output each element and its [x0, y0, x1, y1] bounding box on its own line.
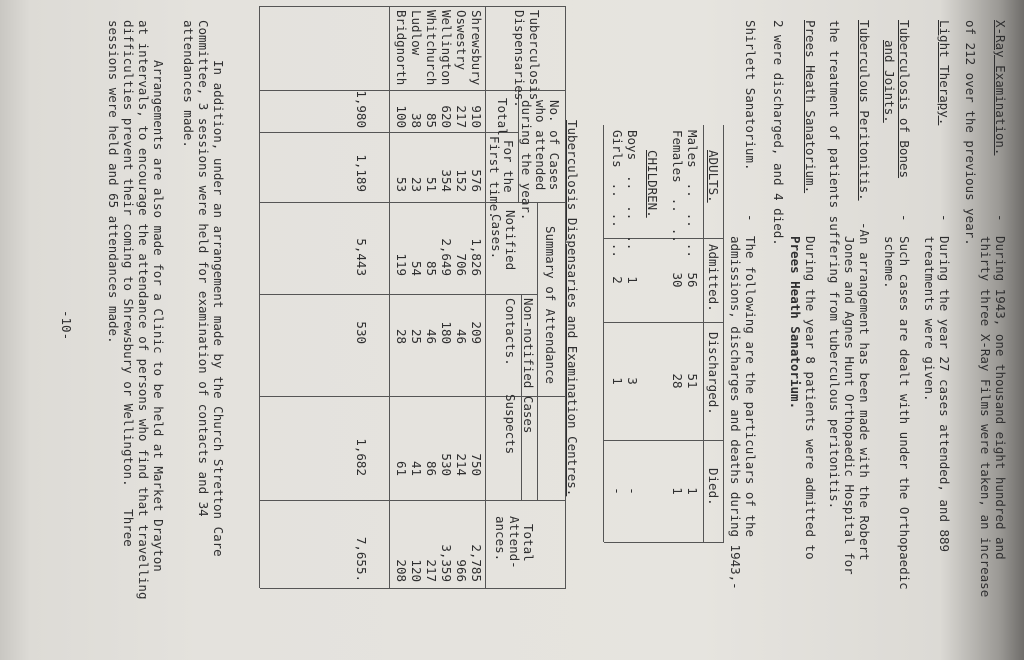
- col-header-first: For the: [501, 140, 516, 193]
- sanatorium-row-label: Girls .. .. ..: [610, 130, 625, 258]
- table-cell: 576: [469, 169, 484, 192]
- table-cell: 53: [394, 176, 409, 192]
- prees-line3: 2 were discharged, and 4 died.: [771, 20, 786, 246]
- sanatorium-header-admitted: Admitted.: [706, 244, 721, 312]
- sanatorium-cell: -: [610, 487, 625, 495]
- peritonitis-heading: Tuberculous Peritonitis.: [857, 20, 872, 201]
- col-header-cases: No. of Cases: [547, 100, 562, 191]
- xray-line3: of 212 over the previous year.: [963, 20, 978, 246]
- sanatorium-cell: 28: [670, 373, 685, 389]
- table-cell: 354: [439, 169, 454, 192]
- col-header-total-attendances-3: ances.: [493, 516, 508, 562]
- sanatorium-cell: 1: [685, 487, 700, 495]
- xray-dash: -: [993, 214, 1008, 222]
- clinic-line4: sessions were held and 65 attendances made.: [106, 20, 121, 344]
- table-cell: 180: [439, 321, 454, 344]
- sanatorium-cell: -: [625, 487, 640, 495]
- table-cell: 54: [409, 260, 424, 276]
- total-cell: 5,443: [354, 238, 369, 276]
- table-cell: 38: [409, 112, 424, 128]
- table-cell: 620: [439, 105, 454, 128]
- table-cell: 966: [454, 559, 469, 582]
- col-header-total: Total: [495, 98, 510, 136]
- table-cell: 46: [424, 328, 439, 344]
- sanatorium-row-label: Boys .. .. ..: [625, 130, 640, 251]
- table-cell: 86: [424, 460, 439, 476]
- table-cell: 214: [454, 453, 469, 476]
- table-cell: 152: [454, 169, 469, 192]
- col-header-notified-2: Cases.: [489, 214, 504, 260]
- table-cell: 2,649: [439, 238, 454, 276]
- prees-line1: During the year 8 patients were admitted to: [803, 236, 818, 560]
- col-header-summary: Summary of Attendance: [543, 226, 558, 385]
- shirlett-line2: admissions, discharges and deaths during 1943,-: [728, 236, 743, 590]
- sanatorium-cell: 1: [625, 276, 640, 284]
- table-cell: 85: [424, 112, 439, 128]
- dispensary-name: Shrewsbury: [469, 10, 484, 86]
- table-cell: 119: [394, 253, 409, 276]
- table-cell: 3,359: [439, 544, 454, 582]
- table-cell: 2,785: [469, 544, 484, 582]
- shirlett-heading: Shirlett Sanatorium.: [743, 20, 758, 171]
- dispensary-name: Ludlow: [409, 10, 424, 56]
- table-cell: 530: [439, 453, 454, 476]
- table-cell: 706: [454, 253, 469, 276]
- col-header-nonnotified: Non-notified Cases: [521, 298, 536, 434]
- sanatorium-header-died: Died.: [706, 468, 721, 506]
- dispensary-name: Whitchurch: [424, 10, 439, 86]
- shirlett-line1: The following are the particulars of the: [743, 236, 758, 538]
- col-header-first-2: First time.: [487, 136, 502, 219]
- table-cell: 217: [454, 105, 469, 128]
- bones-dash: -: [897, 214, 912, 222]
- bones-line1: Such cases are dealt with under the Orthopaedic: [897, 236, 912, 590]
- addition-line1: In addition, under an arrangement made by the Church Stretton Care: [211, 60, 226, 557]
- col-header-dispensary: Tuberculosis: [527, 10, 542, 101]
- table-cell: 23: [409, 176, 424, 192]
- sanatorium-cell: 30: [670, 272, 685, 288]
- page-number: -10-: [59, 310, 74, 341]
- table-cell: 61: [394, 460, 409, 476]
- light-line2: treatments were given.: [922, 236, 937, 402]
- total-cell: 530: [354, 321, 369, 344]
- total-cell: 1,682: [354, 438, 369, 476]
- table-cell: 750: [469, 453, 484, 476]
- col-header-cases-3: during the year.: [519, 100, 534, 221]
- table-cell: 25: [409, 328, 424, 344]
- col-header-dispensary-2: Dispensaries.: [512, 10, 527, 108]
- table-cell: 85: [424, 260, 439, 276]
- table-cell: 120: [409, 559, 424, 582]
- xray-line2: thirty three X-Ray Films were taken, an increase: [978, 236, 993, 598]
- col-header-total-attendances: Total: [521, 524, 536, 562]
- clinic-line3: difficulties prevent their coming to Shrewsbury or Wellington. Three: [121, 20, 136, 547]
- sanatorium-row-label: Males .. .. ..: [685, 130, 700, 258]
- sanatorium-row-label: Females .. ..: [670, 130, 685, 243]
- table-cell: 910: [469, 105, 484, 128]
- table-cell: 28: [394, 328, 409, 344]
- sanatorium-cell: 56: [685, 272, 700, 288]
- light-line1: During the year 27 cases attended, and 889: [937, 236, 952, 553]
- sanatorium-header-discharged: Discharged.: [706, 332, 721, 415]
- col-header-suspects: Suspects: [503, 394, 518, 455]
- table-cell: 41: [409, 460, 424, 476]
- dispensary-name: Wellington: [439, 10, 454, 86]
- dispensary-name: Oswestry: [454, 10, 469, 71]
- sanatorium-cell: 2: [610, 276, 625, 284]
- prees-heading: Prees Heath Sanatorium.: [803, 20, 818, 194]
- shirlett-dash: -: [743, 214, 758, 222]
- addition-line2: Committee, 3 sessions were held for examination of contacts and 34: [196, 20, 211, 517]
- light-heading: Light Therapy.: [937, 20, 952, 126]
- xray-heading: X-Ray Examination.: [993, 20, 1008, 156]
- prees-line2: Prees Heath Sanatorium.: [788, 236, 803, 410]
- clinic-line2: at intervals, to encourage the attendance of persons who find that travelling: [136, 20, 151, 600]
- sanatorium-header-adults: ADULTS.: [706, 150, 721, 203]
- peritonitis-line2: Jones and Agnes Hunt Orthopaedic Hospital for: [842, 236, 857, 575]
- table-cell: 217: [424, 559, 439, 582]
- addition-line3: attendances made.: [181, 20, 196, 148]
- table-cell: 46: [454, 328, 469, 344]
- table-cell: 100: [394, 105, 409, 128]
- light-dash: -: [937, 214, 952, 222]
- sanatorium-cell: 1: [670, 487, 685, 495]
- table-cell: 1,826: [469, 238, 484, 276]
- bones-line2: scheme.: [882, 236, 897, 289]
- dispensary-name: Bridgnorth: [394, 10, 409, 86]
- bones-heading: Tuberculosis of Bones: [897, 20, 912, 179]
- col-header-contacts: Contacts.: [503, 298, 518, 366]
- table-cell: 208: [394, 559, 409, 582]
- table-cell: 51: [424, 176, 439, 192]
- col-header-total-attendances-2: Attend-: [507, 516, 522, 569]
- col-header-notified: Notified: [503, 210, 518, 271]
- total-cell: 1,189: [354, 154, 369, 192]
- clinic-line1: Arrangements are also made for a Clinic to be held at Market Drayton: [151, 60, 166, 572]
- total-cell: 7,655.: [354, 536, 369, 582]
- col-header-cases-2: who attended: [533, 100, 548, 191]
- xray-line1: During 1943, one thousand eight hundred and: [993, 236, 1008, 560]
- sanatorium-cell: 3: [625, 377, 640, 385]
- peritonitis-line3: the treatment of patients suffering from tuberculous peritonitis.: [827, 20, 842, 510]
- total-cell: 1,980: [354, 90, 369, 128]
- sanatorium-cell: 51: [685, 373, 700, 389]
- sanatorium-children-label: CHILDREN.: [645, 150, 660, 218]
- bones-heading-2: and Joints.: [882, 40, 897, 123]
- peritonitis-line1: -An arrangement has been made with the Robert: [857, 222, 872, 561]
- table-cell: 209: [469, 321, 484, 344]
- dispensaries-title: Tuberculosis Dispensaries and Examination Centres.: [565, 120, 580, 497]
- sanatorium-cell: 1: [610, 377, 625, 385]
